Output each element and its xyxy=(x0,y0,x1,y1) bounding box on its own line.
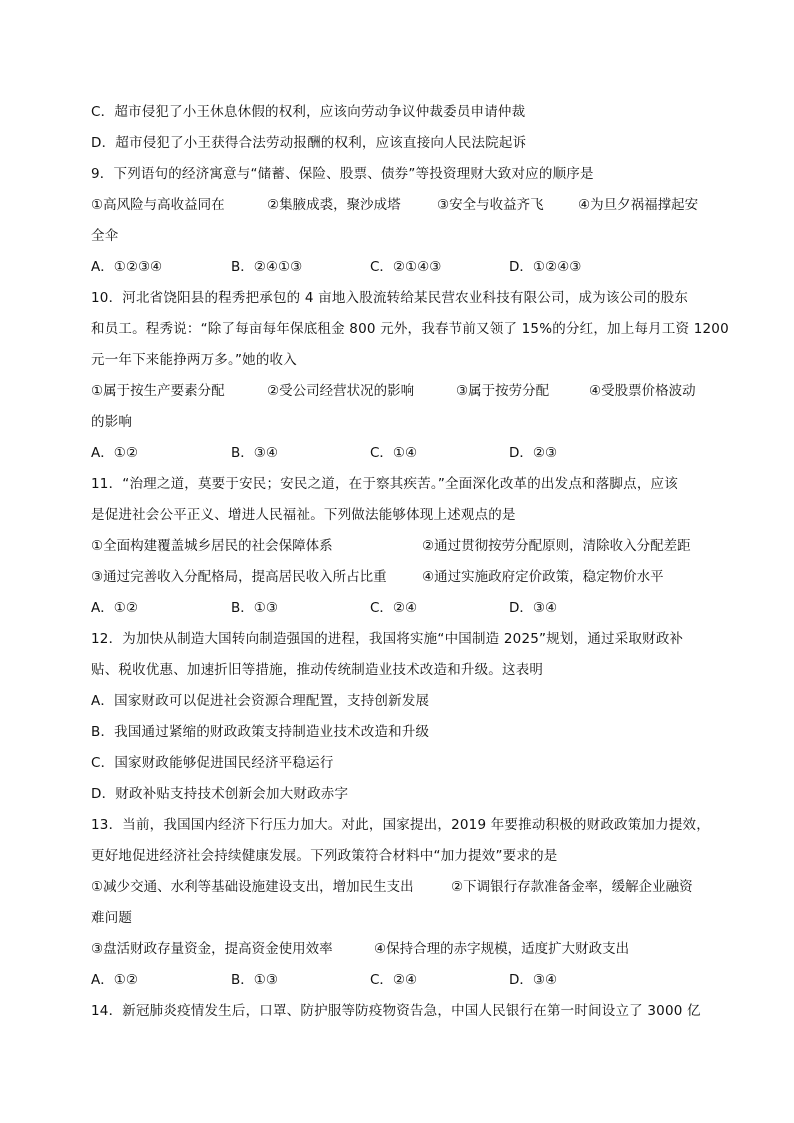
q13-item-2: ②下调银行存款准备金率，缓解企业融资 xyxy=(451,879,693,895)
q10-stem-2: 和员工。程秀说：“除了每亩每年保底租金 800 元外，我春节前又领了 15%的分红，加上每月工资 1200 xyxy=(91,321,729,337)
q12-stem-1: 12．为加快从制造大国转向制造强国的进程，我国将实施“中国制造 2025”规划，通过采取财政补 xyxy=(91,631,684,647)
q11-stem-2: 是促进社会公平正义、增进人民福祉。下列做法能够体现上述观点的是 xyxy=(91,507,516,523)
q10-item-3: ③属于按劳分配 xyxy=(456,383,550,399)
q9-item-2: ②集腋成裘，聚沙成塔 xyxy=(267,197,401,213)
q13-stem-1: 13．当前，我国国内经济下行压力加大。对此，国家提出，2019 年要推动积极的财政政策加力提效， xyxy=(91,817,710,833)
q9-option-d: D．①②④③ xyxy=(509,259,582,275)
q9-item-4: ④为旦夕祸福撑起安 xyxy=(578,197,699,213)
q13-item-3: ③盘活财政存量资金，提高资金使用效率 xyxy=(91,941,333,957)
q12-option-c: C．国家财政能够促进国民经济平稳运行 xyxy=(91,755,334,771)
q14-stem-1: 14．新冠肺炎疫情发生后，口罩、防护服等防疫物资告急，中国人民银行在第一时间设立了 3000 亿 xyxy=(91,1003,701,1019)
q11-item-3: ③通过完善收入分配格局，提高居民收入所占比重 xyxy=(91,569,387,585)
q12-option-d: D．财政补贴支持技术创新会加大财政赤字 xyxy=(91,786,349,802)
q9-option-a: A．①②③④ xyxy=(91,259,163,275)
q10-item-2: ②受公司经营状况的影响 xyxy=(267,383,415,399)
q13-item-1: ①减少交通、水利等基础设施建设支出，增加民生支出 xyxy=(91,879,414,895)
q13-option-a: A．①② xyxy=(91,972,138,988)
q11-option-a: A．①② xyxy=(91,600,138,616)
q10-item-4: ④受股票价格波动 xyxy=(589,383,696,399)
q13-item-4: ④保持合理的赤字规模，适度扩大财政支出 xyxy=(374,941,630,957)
q13-option-d: D．③④ xyxy=(509,972,558,988)
q10-option-c: C．①④ xyxy=(370,445,418,461)
q10-stem-1: 10．河北省饶阳县的程秀把承包的 4 亩地入股流转给某民营农业科技有限公司，成为该公司的股东 xyxy=(91,290,689,306)
q10-stem-3: 元一年下来能挣两万多。”她的收入 xyxy=(91,352,297,368)
q9-option-b: B．②④①③ xyxy=(231,259,303,275)
q11-item-2: ②通过贯彻按劳分配原则，清除收入分配差距 xyxy=(422,538,691,554)
q11-item-4: ④通过实施政府定价政策，稳定物价水平 xyxy=(422,569,664,585)
q13-stem-2: 更好地促进经济社会持续健康发展。下列政策符合材料中“加力提效”要求的是 xyxy=(91,848,558,864)
q11-option-d: D．③④ xyxy=(509,600,558,616)
q9-item-4-cont: 全伞 xyxy=(91,228,119,244)
q12-stem-2: 贴、税收优惠、加速折旧等措施，推动传统制造业技术改造和升级。这表明 xyxy=(91,662,544,678)
q11-option-c: C．②④ xyxy=(370,600,418,616)
q9-item-3: ③安全与收益齐飞 xyxy=(437,197,544,213)
q10-item-1: ①属于按生产要素分配 xyxy=(91,383,225,399)
q10-option-a: A．①② xyxy=(91,445,138,461)
q11-item-1: ①全面构建覆盖城乡居民的社会保障体系 xyxy=(91,538,333,554)
q12-option-b: B．我国通过紧缩的财政政策支持制造业技术改造和升级 xyxy=(91,724,430,740)
q13-option-c: C．②④ xyxy=(370,972,418,988)
q9-stem: 9．下列语句的经济寓意与“储蓄、保险、股票、债券”等投资理财大致对应的顺序是 xyxy=(91,166,594,182)
q8-option-d: D．超市侵犯了小王获得合法劳动报酬的权利，应该直接向人民法院起诉 xyxy=(91,135,527,151)
q8-option-c: C．超市侵犯了小王休息休假的权利，应该向劳动争议仲裁委员申请仲裁 xyxy=(91,104,526,120)
q11-stem-1: 11．“治理之道，莫要于安民；安民之道，在于察其疾苦。”全面深化改革的出发点和落脚点，应该 xyxy=(91,476,678,492)
q10-option-b: B．③④ xyxy=(231,445,278,461)
q12-option-a: A．国家财政可以促进社会资源合理配置，支持创新发展 xyxy=(91,693,430,709)
q9-option-c: C．②①④③ xyxy=(370,259,442,275)
q13-option-b: B．①③ xyxy=(231,972,278,988)
q11-option-b: B．①③ xyxy=(231,600,278,616)
q10-option-d: D．②③ xyxy=(509,445,558,461)
q10-item-4-cont: 的影响 xyxy=(91,414,133,430)
q13-item-2-cont: 难问题 xyxy=(91,910,133,926)
q9-item-1: ①高风险与高收益同在 xyxy=(91,197,225,213)
